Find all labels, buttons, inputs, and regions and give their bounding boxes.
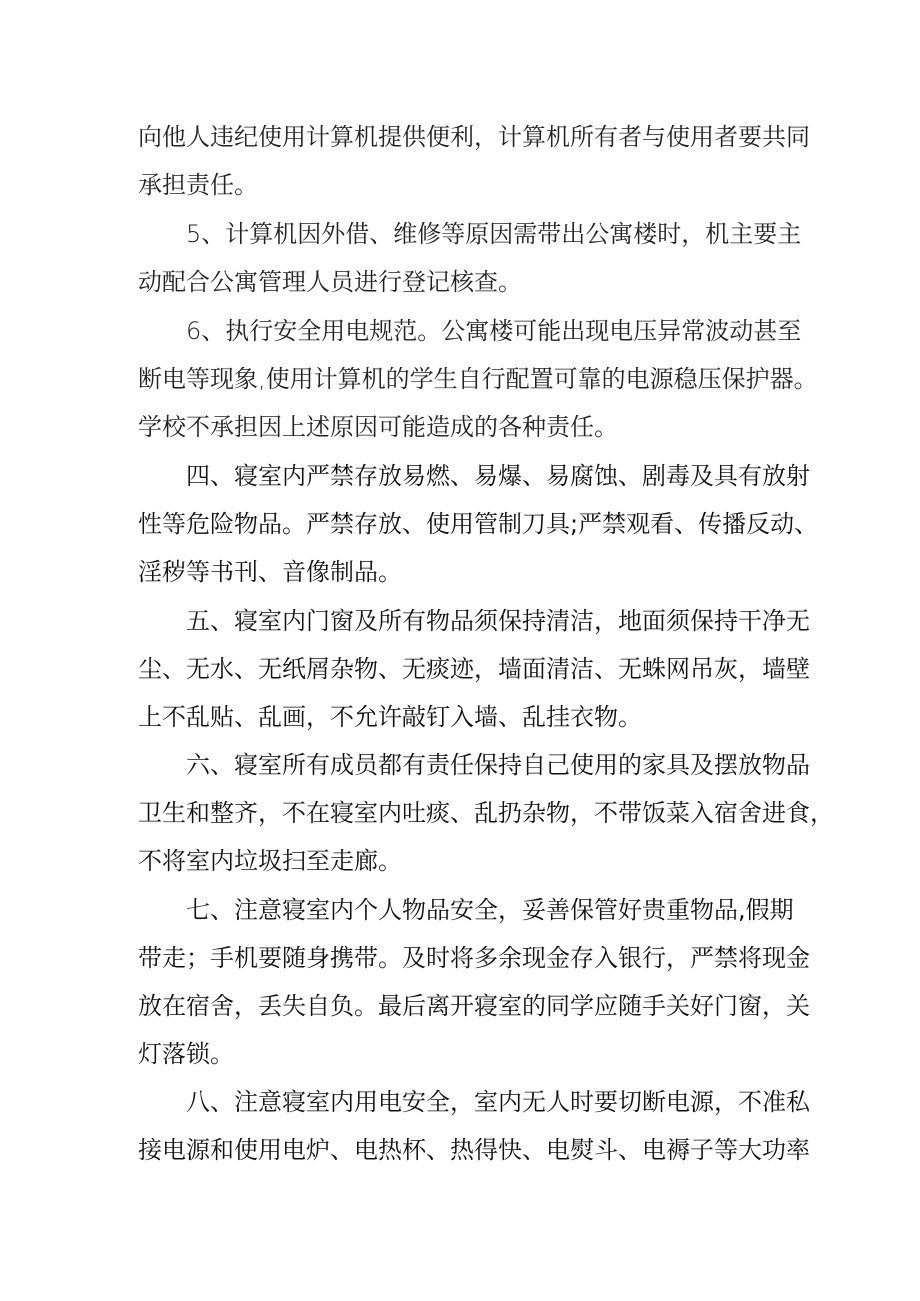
paragraph-2-line-2: 动配合公寓管理人员进行登记核查。 — [138, 268, 522, 296]
paragraph-8-line-1: 八、注意寝室内用电安全，室内无人时要切断电源，不准私 — [186, 1088, 810, 1116]
paragraph-1-line-2: 承担责任。 — [138, 171, 258, 199]
paragraph-7-line-2: 带走；手机要随身携带。及时将多余现金存入银行，严禁将现金 — [138, 944, 810, 972]
paragraph-1-line-1: 向他人违纪使用计算机提供便利，计算机所有者与使用者要共同 — [138, 123, 810, 151]
paragraph-7-line-3: 放在宿舍，丢失自负。最后离开寝室的同学应随手关好门窗，关 — [138, 992, 810, 1020]
paragraph-5-line-3: 上不乱贴、乱画，不允许敲钉入墙、乱挂衣物。 — [138, 703, 642, 731]
paragraph-2-line-1: 5、计算机因外借、维修等原因需带出公寓楼时，机主要主 — [186, 220, 802, 248]
paragraph-4-line-3: 淫秽等书刊、音像制品。 — [138, 558, 402, 586]
paragraph-4-line-2: 性等危险物品。严禁存放、使用管制刀具;严禁观看、传播反动、 — [138, 510, 819, 538]
paragraph-3-line-2: 断电等现象,使用计算机的学生自行配置可靠的电源稳压保护器。 — [138, 365, 818, 393]
paragraph-3-line-3: 学校不承担因上述原因可能造成的各种责任。 — [138, 413, 618, 441]
paragraph-6-line-1: 六、寝室所有成员都有责任保持自己使用的家具及摆放物品 — [186, 751, 810, 779]
paragraph-6-line-3: 不将室内垃圾扫至走廊。 — [138, 847, 402, 875]
paragraph-5-line-2: 尘、无水、无纸屑杂物、无痰迹，墙面清洁、无蛛网吊灰，墙壁 — [138, 655, 810, 683]
paragraph-8-line-2: 接电源和使用电炉、电热杯、热得快、电熨斗、电褥子等大功率 — [138, 1136, 810, 1164]
paragraph-5-line-1: 五、寝室内门窗及所有物品须保持清洁，地面须保持干净无 — [186, 607, 810, 635]
paragraph-7-line-4: 灯落锁。 — [138, 1040, 234, 1068]
paragraph-3-line-1: 6、执行安全用电规范。公寓楼可能出现电压异常波动甚至 — [186, 317, 802, 345]
paragraph-4-line-1: 四、寝室内严禁存放易燃、易爆、易腐蚀、剧毒及具有放射 — [186, 462, 810, 490]
paragraph-6-line-2: 卫生和整齐，不在寝室内吐痰、乱扔杂物，不带饭菜入宿舍进食， — [138, 799, 834, 827]
paragraph-7-line-1: 七、注意寝室内个人物品安全，妥善保管好贵重物品,假期 — [186, 896, 794, 924]
